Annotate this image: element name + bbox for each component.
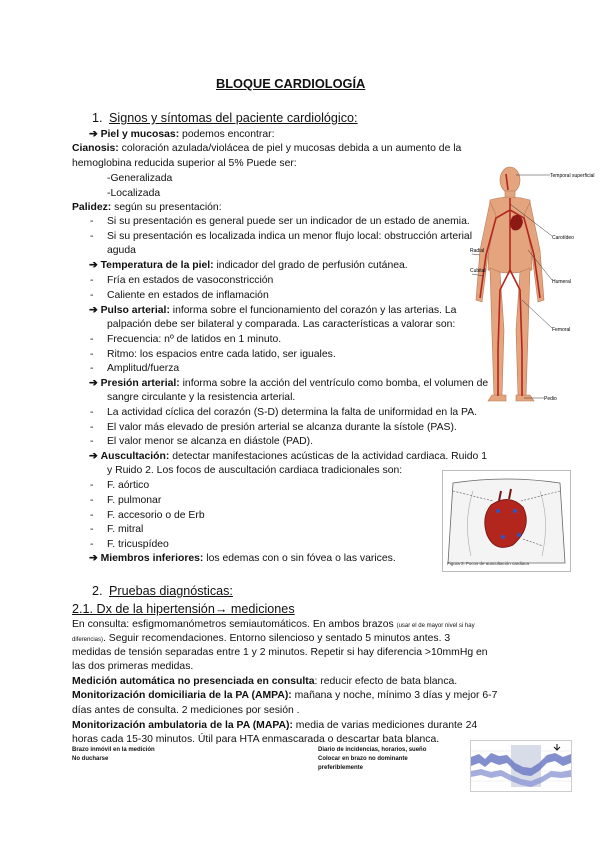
note-left-1: Brazo inmóvil en la medición bbox=[72, 747, 155, 753]
cianosis-item-generalizada: -Generalizada bbox=[107, 173, 173, 184]
subsection-2-1-title: 2.1. Dx de la hipertensión→ mediciones bbox=[72, 602, 295, 616]
dash-bullet: - bbox=[90, 495, 94, 506]
palidez-item-2-cont: aguda bbox=[107, 245, 136, 256]
consulta-text-1: En consulta: esfigmomanómetros semiautomáticos. En ambos brazos bbox=[72, 619, 397, 630]
miembros-line bbox=[89, 551, 396, 566]
ampa-line-1 bbox=[72, 688, 497, 703]
label-humeral: Humeral bbox=[552, 279, 571, 285]
presion-line-2: sangre circulante y la resistencia arterial. bbox=[107, 392, 296, 403]
medicion-label: Medición automática no presenciada en consulta bbox=[72, 676, 315, 687]
cianosis-label: Cianosis: bbox=[72, 143, 119, 154]
consulta-small-note: (usar el de mayor nivel si hay bbox=[396, 623, 475, 629]
pulso-item-frecuencia: Frecuencia: nº de latidos en 1 minuto. bbox=[107, 334, 282, 345]
cianosis-text-1: coloración azulada/violácea de piel y mucosas debida a un aumento de la bbox=[118, 143, 462, 154]
miembros-text: los edemas con o sin fóvea o las varices. bbox=[203, 553, 396, 564]
piel-text: podemos encontrar: bbox=[179, 129, 275, 140]
auscultation-figure bbox=[442, 470, 571, 572]
temp-item-caliente: Caliente en estados de inflamación bbox=[107, 290, 269, 301]
dash-bullet: - bbox=[90, 407, 94, 418]
temperatura-label: Temperatura de la piel: bbox=[100, 260, 214, 271]
foco-pulmonar: F. pulmonar bbox=[107, 495, 162, 506]
consulta-line-4: las dos primeras medidas. bbox=[72, 661, 194, 672]
presion-label: Presión arterial: bbox=[100, 378, 180, 389]
note-left-2: No ducharse bbox=[72, 756, 109, 762]
arrow-icon: ➔ bbox=[89, 451, 98, 462]
dash-bullet: - bbox=[90, 231, 94, 242]
presion-item-2: El valor más elevado de presión arterial se alcanza durante la sístole (PAS). bbox=[107, 422, 457, 433]
miembros-label: Miembros inferiores: bbox=[100, 553, 204, 564]
consulta-line-2 bbox=[72, 631, 450, 646]
dash-bullet: - bbox=[90, 216, 94, 227]
arrow-icon: ➔ bbox=[89, 129, 98, 140]
note-right-2: Colocar en brazo no dominante bbox=[318, 756, 408, 762]
label-temporal: Temporal superficial bbox=[550, 173, 595, 179]
dash-bullet: - bbox=[90, 334, 94, 345]
medicion-text: : reducir efecto de bata blanca. bbox=[314, 676, 458, 687]
section-1-number: 1. bbox=[92, 111, 103, 125]
mapa-label: Monitorización ambulatoria de la PA (MAPA): bbox=[72, 720, 293, 731]
note-right-3: preferiblemente bbox=[318, 765, 364, 771]
ampa-label: Monitorización domiciliaria de la PA (AMPA): bbox=[72, 690, 292, 701]
piel-label: Piel y mucosas: bbox=[100, 129, 180, 140]
dash-bullet: - bbox=[90, 436, 94, 447]
dash-bullet: - bbox=[90, 510, 94, 521]
pulso-item-ritmo: Ritmo: los espacios entre cada latido, ser iguales. bbox=[107, 349, 336, 360]
foco-tricuspideo: F. tricuspídeo bbox=[107, 539, 169, 550]
dash-bullet: - bbox=[90, 422, 94, 433]
temperatura-text: indicador del grado de perfusión cutánea. bbox=[213, 260, 408, 271]
arrow-icon: ➔ bbox=[89, 378, 98, 389]
dash-bullet: - bbox=[90, 480, 94, 491]
label-femoral: Femoral bbox=[552, 327, 571, 333]
palidez-item-2: Si su presentación es localizada indica un menor flujo local: obstrucción arterial bbox=[107, 231, 473, 242]
dash-bullet: - bbox=[90, 363, 94, 374]
presion-text-1: informa sobre la acción del ventrículo como bomba, el volumen de bbox=[179, 378, 489, 389]
dash-bullet: - bbox=[90, 539, 94, 550]
presion-line-1 bbox=[89, 376, 488, 391]
auscultacion-line-2: y Ruido 2. Los focos de auscultación cardiaca tradicionales son: bbox=[107, 465, 403, 476]
auscultacion-line-1 bbox=[89, 449, 487, 464]
auscultation-caption: Figura 3. Focos de auscultación cardiaca bbox=[447, 561, 530, 566]
dash-bullet: - bbox=[90, 524, 94, 535]
label-carotideo: Carotídeo bbox=[552, 235, 574, 241]
mapa-line-2: horas cada 15-30 minutos. Útil para HTA enmascarada o descartar bata blanca. bbox=[72, 734, 440, 745]
note-right-1: Diario de incidencias, horarios, sueño bbox=[318, 747, 427, 753]
label-radial: Radial bbox=[470, 248, 485, 254]
pulse-points-figure bbox=[470, 160, 600, 410]
dash-bullet: - bbox=[90, 290, 94, 301]
section-1-title: Signos y síntomas del paciente cardiológico: bbox=[109, 111, 358, 125]
piel-line bbox=[89, 127, 274, 142]
consulta-line-1 bbox=[72, 617, 475, 632]
mapa-line-1 bbox=[72, 718, 477, 733]
pulso-line-1 bbox=[89, 303, 456, 318]
auscultacion-text-1: detectar manifestaciones acústicas de la actividad cardiaca. Ruido 1 bbox=[169, 451, 487, 462]
cianosis-item-localizada: -Localizada bbox=[107, 188, 161, 199]
temp-item-fria: Fría en estados de vasoconstricción bbox=[107, 275, 274, 286]
arrow-icon: ➔ bbox=[89, 305, 98, 316]
pulso-text-1: informa sobre el funcionamiento del corazón y las arterias. La bbox=[169, 305, 457, 316]
medicion-line bbox=[72, 674, 457, 689]
chest-heart-illustration bbox=[443, 471, 570, 571]
foco-erb: F. accesorio o de Erb bbox=[107, 510, 205, 521]
dash-bullet: - bbox=[90, 275, 94, 286]
foco-mitral: F. mitral bbox=[107, 524, 144, 535]
section-2-title: Pruebas diagnósticas: bbox=[109, 584, 233, 598]
mapa-text-1: media de varias mediciones durante 24 bbox=[292, 720, 478, 731]
presion-item-3: El valor menor se alcanza en diástole (PAD). bbox=[107, 436, 313, 447]
cianosis-line-1 bbox=[72, 141, 461, 156]
pulso-label: Pulso arterial: bbox=[100, 305, 170, 316]
pulso-line-2: palpación debe ser bilateral y comparada. Las características a valorar son: bbox=[107, 319, 456, 330]
mapa-chart-figure bbox=[470, 740, 572, 792]
arrow-icon: ➔ bbox=[89, 260, 98, 271]
consulta-small-note-2: diferencias) bbox=[72, 637, 104, 643]
page-title: BLOQUE CARDIOLOGÍA bbox=[216, 76, 366, 91]
presion-item-1: La actividad cíclica del corazón (S-D) determina la falta de uniformidad en la PA. bbox=[107, 407, 478, 418]
mapa-chart-illustration bbox=[471, 741, 571, 791]
ampa-line-2: días antes de consulta. 2 mediciones por sesión . bbox=[72, 705, 300, 716]
arrow-icon: ➔ bbox=[89, 553, 98, 564]
label-pedio: Pedio bbox=[544, 396, 557, 402]
consulta-text-2: . Seguir recomendaciones. Entorno silencioso y sentado 5 minutos antes. 3 bbox=[103, 633, 451, 644]
foco-aortico: F. aórtico bbox=[107, 480, 150, 491]
palidez-label: Palidez: bbox=[72, 202, 112, 213]
dash-bullet: - bbox=[90, 349, 94, 360]
label-cubital: Cubital bbox=[470, 268, 486, 274]
auscultacion-label: Auscultación: bbox=[100, 451, 170, 462]
cianosis-line-2: hemoglobina reducida superior al 5% Puede ser: bbox=[72, 158, 297, 169]
body-arteries-illustration bbox=[470, 160, 600, 410]
palidez-text: según su presentación: bbox=[111, 202, 222, 213]
palidez-item-1: Si su presentación es general puede ser un indicador de un estado de anemia. bbox=[107, 216, 470, 227]
section-2-number: 2. bbox=[92, 584, 103, 598]
ampa-text-1: mañana y noche, mínimo 3 días y mejor 6-7 bbox=[291, 690, 498, 701]
temperatura-line bbox=[89, 258, 408, 273]
consulta-line-3: medidas de tensión separadas entre 1 y 2 minutos. Repetir si hay diferencia >10mmHg en bbox=[72, 647, 488, 658]
palidez-line bbox=[72, 200, 222, 215]
pulso-item-amplitud: Amplitud/fuerza bbox=[107, 363, 180, 374]
